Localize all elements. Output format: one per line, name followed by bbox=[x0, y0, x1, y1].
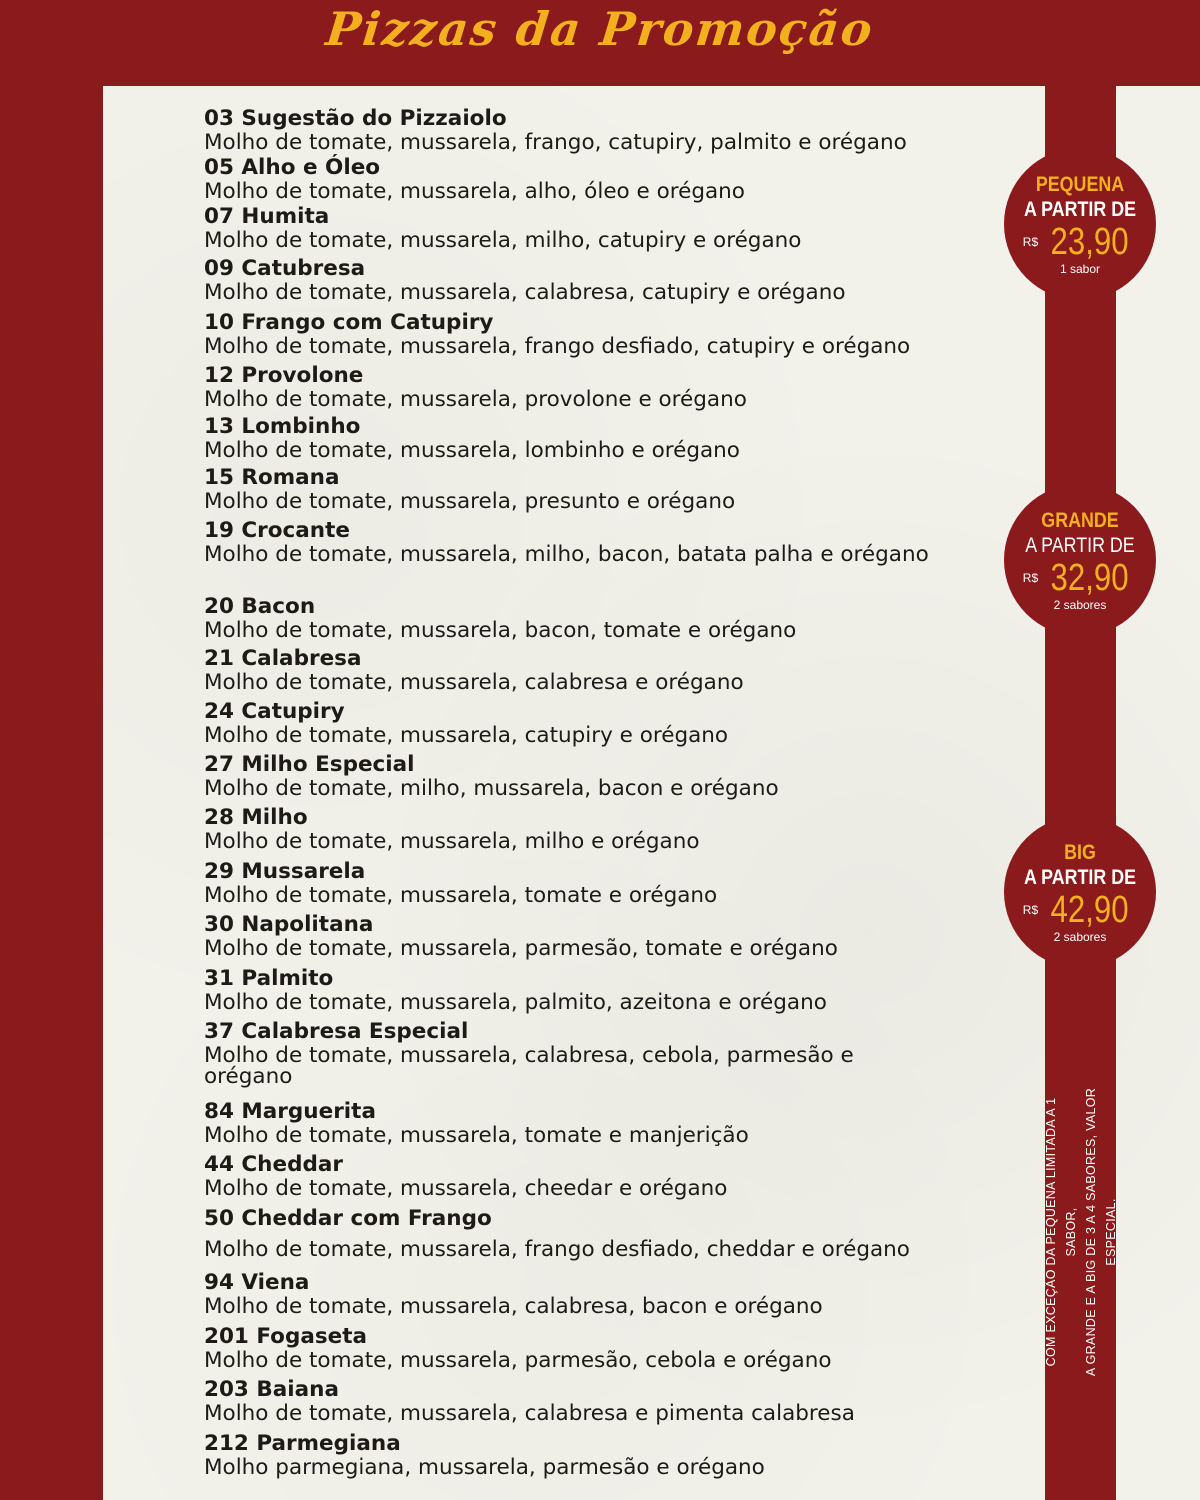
item-name: 07 Humita bbox=[204, 204, 330, 229]
item-name: 212 Parmegiana bbox=[204, 1431, 401, 1456]
item-description: Molho de tomate, milho, mussarela, bacon e orégano bbox=[204, 776, 779, 801]
item-description: Molho de tomate, mussarela, milho, bacon, batata palha e orégano bbox=[204, 542, 929, 567]
item-name: 44 Cheddar bbox=[204, 1152, 343, 1177]
item-description: Molho de tomate, mussarela, calabresa e pimenta calabresa bbox=[204, 1401, 855, 1426]
item-name: 28 Milho bbox=[204, 805, 308, 830]
item-name: 10 Frango com Catupiry bbox=[204, 310, 494, 335]
price-row bbox=[1004, 222, 1156, 262]
list-item bbox=[204, 1377, 994, 1424]
price-badge-big bbox=[1004, 816, 1156, 968]
list-item bbox=[204, 646, 994, 693]
price-size-label: PEQUENA bbox=[1035, 173, 1125, 196]
promo-note bbox=[1041, 1072, 1121, 1392]
price-badge-pequena bbox=[1004, 148, 1156, 300]
item-description: Molho de tomate, mussarela, provolone e orégano bbox=[204, 387, 747, 412]
item-name: 29 Mussarela bbox=[204, 859, 366, 884]
item-description: Molho de tomate, mussarela, presunto e orégano bbox=[204, 489, 736, 514]
item-description: Molho de tomate, mussarela, calabresa, cebola, parmesão e orégano bbox=[204, 1043, 854, 1089]
item-name: 19 Crocante bbox=[204, 518, 350, 543]
list-item bbox=[204, 155, 994, 202]
promo-note-line: A GRANDE E A BIG DE 3 A 4 SABORES, VALOR ESPECIAL. bbox=[1084, 1087, 1118, 1377]
item-name: 15 Romana bbox=[204, 465, 340, 490]
list-item bbox=[204, 256, 994, 303]
price-value: 42,90 bbox=[1050, 889, 1129, 931]
item-name: 21 Calabresa bbox=[204, 646, 362, 671]
list-item bbox=[204, 1099, 994, 1146]
item-name: 13 Lombinho bbox=[204, 414, 361, 439]
price-badge-grande bbox=[1004, 484, 1156, 636]
list-item bbox=[204, 912, 994, 959]
list-item bbox=[204, 106, 994, 153]
currency-label: R$ bbox=[1022, 903, 1039, 917]
currency-label: R$ bbox=[1022, 571, 1039, 585]
list-item bbox=[204, 805, 994, 852]
item-name: 201 Fogaseta bbox=[204, 1324, 368, 1349]
list-item bbox=[204, 594, 994, 641]
list-item bbox=[204, 1152, 994, 1199]
page-title: Pizzas da Promoção bbox=[323, 2, 877, 56]
item-name: 84 Marguerita bbox=[204, 1099, 376, 1124]
item-description: Molho de tomate, mussarela, tomate e manjerição bbox=[204, 1123, 749, 1148]
item-name: 94 Viena bbox=[204, 1270, 310, 1295]
item-name: 09 Catubresa bbox=[204, 256, 366, 281]
price-flavors: 1 sabor bbox=[1059, 262, 1101, 276]
item-description: Molho de tomate, mussarela, lombinho e orégano bbox=[204, 438, 740, 463]
item-name: 31 Palmito bbox=[204, 966, 334, 991]
price-from-label: A PARTIR DE bbox=[1023, 198, 1137, 221]
price-flavors: 2 sabores bbox=[1053, 598, 1107, 612]
item-description: Molho de tomate, mussarela, palmito, azeitona e orégano bbox=[204, 990, 827, 1015]
list-item bbox=[204, 752, 994, 799]
price-size-label: GRANDE bbox=[1041, 509, 1119, 532]
price-from-label: A PARTIR DE bbox=[1025, 534, 1135, 557]
item-name: 20 Bacon bbox=[204, 594, 316, 619]
promo-note-line: COM EXCEÇÃO DA PEQUENA LIMITADA A 1 SABOR, bbox=[1044, 1097, 1078, 1367]
item-description: Molho de tomate, mussarela, milho e orégano bbox=[204, 829, 700, 854]
item-description: Molho de tomate, mussarela, tomate e orégano bbox=[204, 883, 718, 908]
list-item bbox=[204, 363, 994, 410]
list-item bbox=[204, 465, 994, 512]
item-description: Molho parmegiana, mussarela, parmesão e orégano bbox=[204, 1455, 765, 1480]
list-item bbox=[204, 204, 994, 251]
item-name: 12 Provolone bbox=[204, 363, 364, 388]
price-value: 23,90 bbox=[1050, 221, 1129, 263]
item-description: Molho de tomate, mussarela, frango desfiado, cheddar e orégano bbox=[204, 1237, 910, 1262]
item-description: Molho de tomate, mussarela, catupiry e orégano bbox=[204, 723, 729, 748]
item-description: Molho de tomate, mussarela, frango desfiado, catupiry e orégano bbox=[204, 334, 911, 359]
item-description: Molho de tomate, mussarela, parmesão, tomate e orégano bbox=[204, 936, 838, 961]
item-name: 24 Catupiry bbox=[204, 699, 345, 724]
item-description: Molho de tomate, mussarela, parmesão, cebola e orégano bbox=[204, 1348, 832, 1373]
item-description: Molho de tomate, mussarela, milho, catupiry e orégano bbox=[204, 228, 802, 253]
item-description: Molho de tomate, mussarela, frango, catupiry, palmito e orégano bbox=[204, 130, 907, 155]
list-item bbox=[204, 1431, 994, 1478]
item-description: Molho de tomate, mussarela, cheedar e orégano bbox=[204, 1176, 728, 1201]
price-value: 32,90 bbox=[1050, 557, 1129, 599]
price-size-label: BIG bbox=[1064, 841, 1096, 864]
item-description: Molho de tomate, mussarela, bacon, tomate e orégano bbox=[204, 618, 797, 643]
list-item bbox=[204, 1206, 994, 1260]
item-name: 203 Baiana bbox=[204, 1377, 339, 1402]
item-description: Molho de tomate, mussarela, calabresa e orégano bbox=[204, 670, 744, 695]
item-description: Molho de tomate, mussarela, calabresa, catupiry e orégano bbox=[204, 280, 846, 305]
currency-label: R$ bbox=[1022, 235, 1039, 249]
list-item bbox=[204, 414, 994, 461]
list-item bbox=[204, 1324, 994, 1371]
price-row bbox=[1004, 558, 1156, 598]
item-name: 30 Napolitana bbox=[204, 912, 374, 937]
list-item bbox=[204, 699, 994, 746]
list-item bbox=[204, 1019, 994, 1087]
item-description: Molho de tomate, mussarela, calabresa, bacon e orégano bbox=[204, 1294, 823, 1319]
list-item bbox=[204, 310, 994, 357]
list-item bbox=[204, 1270, 994, 1317]
item-name: 03 Sugestão do Pizzaiolo bbox=[204, 106, 507, 131]
item-description: Molho de tomate, mussarela, alho, óleo e orégano bbox=[204, 179, 745, 204]
item-name: 27 Milho Especial bbox=[204, 752, 415, 777]
list-item bbox=[204, 518, 994, 565]
price-from-label: A PARTIR DE bbox=[1023, 866, 1137, 889]
item-name: 05 Alho e Óleo bbox=[204, 155, 381, 180]
item-name: 50 Cheddar com Frango bbox=[204, 1206, 492, 1231]
list-item bbox=[204, 966, 994, 1013]
price-flavors: 2 sabores bbox=[1053, 930, 1107, 944]
item-name: 37 Calabresa Especial bbox=[204, 1019, 469, 1044]
list-item bbox=[204, 859, 994, 906]
price-row bbox=[1004, 890, 1156, 930]
